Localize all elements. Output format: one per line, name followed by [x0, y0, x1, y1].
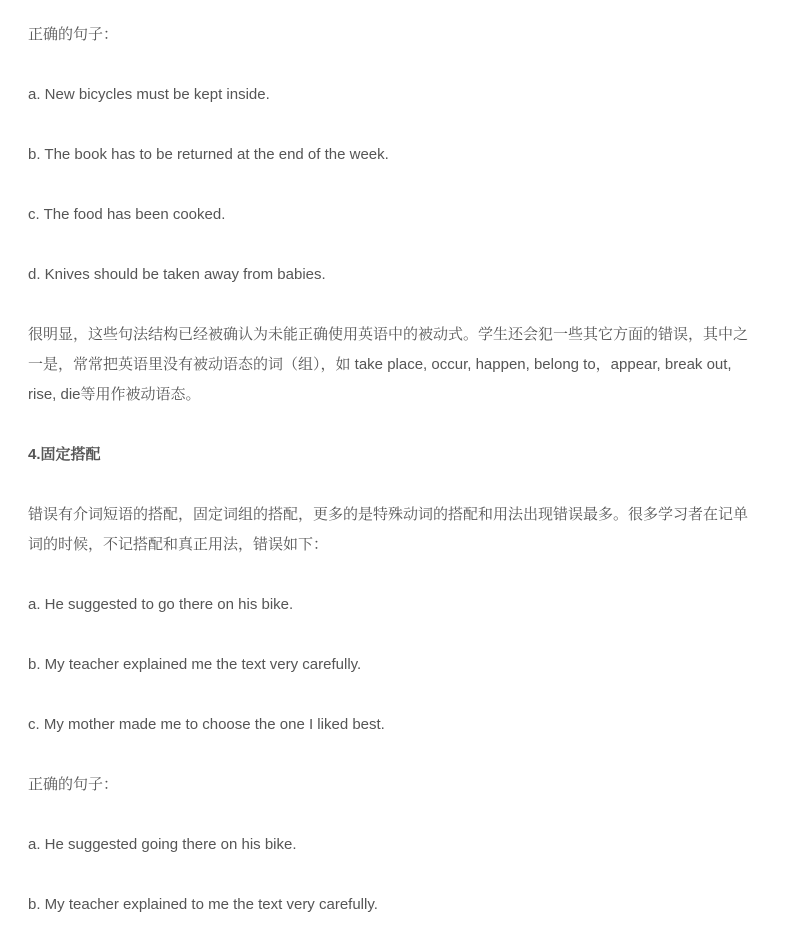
label-correct-sentences: 正确的句子：: [28, 776, 119, 793]
example-sentence: d. Knives should be taken away from babies.: [28, 266, 326, 283]
example-sentence: a. He suggested going there on his bike.: [28, 836, 297, 853]
example-sentence: c. The food has been cooked.: [28, 206, 226, 223]
example-sentence: a. He suggested to go there on his bike.: [28, 596, 294, 613]
example-sentence: b. My teacher explained me the text very carefully.: [28, 656, 362, 673]
example-sentence: a. New bicycles must be kept inside.: [28, 86, 270, 103]
explanation-paragraph: 很明显，这些句法结构已经被确认为未能正确使用英语中的被动式。学生还会犯一些其它方面的错误，其中之一是，常常把英语里没有被动语态的词（组），如 take place, occur, happen, belong to，appear, break out, rise, die等用作被动语态。: [28, 326, 749, 403]
example-sentence: c. My mother made me to choose the one I liked best.: [28, 716, 385, 733]
example-sentence: b. The book has to be returned at the end of the week.: [28, 146, 389, 163]
section-heading: 4.固定搭配: [28, 446, 101, 463]
example-sentence: b. My teacher explained to me the text very carefully.: [28, 896, 378, 913]
explanation-paragraph: 错误有介词短语的搭配，固定词组的搭配，更多的是特殊动词的搭配和用法出现错误最多。很多学习者在记单词的时候，不记搭配和真正用法，错误如下：: [28, 506, 749, 553]
label-correct-sentences: 正确的句子：: [28, 26, 119, 43]
